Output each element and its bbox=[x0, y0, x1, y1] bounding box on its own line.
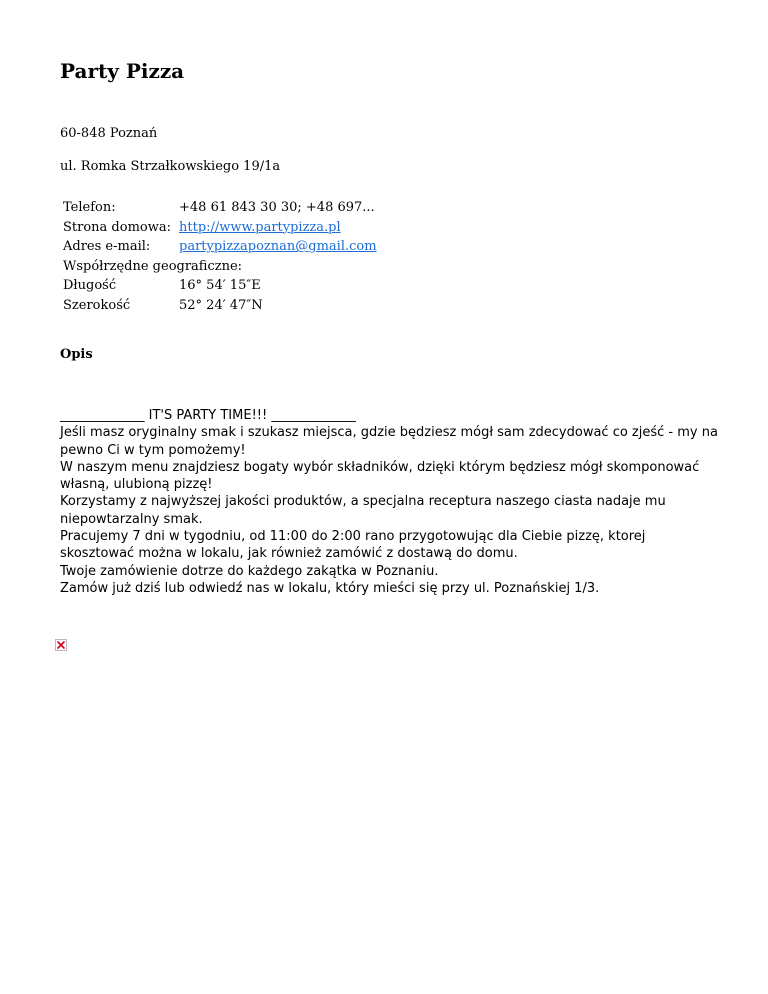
email-link[interactable]: partypizzapoznan@gmail.com bbox=[179, 239, 377, 255]
description-line: Zamów już dziś lub odwiedź nas w lokalu, który mieści się przy ul. Poznańskiej 1/3. bbox=[60, 580, 600, 596]
description-body bbox=[60, 407, 720, 597]
contact-table bbox=[60, 199, 380, 317]
coords-label: Współrzędne geograficzne: bbox=[63, 258, 243, 274]
contact-row-latitude bbox=[60, 297, 380, 317]
broken-image-x-icon bbox=[57, 641, 65, 649]
latitude-label: Szerokość bbox=[63, 297, 131, 313]
contact-row-website bbox=[60, 219, 380, 239]
contact-row-coords bbox=[60, 258, 380, 278]
longitude-value: 16° 54′ 15″E bbox=[179, 278, 261, 294]
description-line: _____________ IT'S PARTY TIME!!! _____________ bbox=[60, 408, 356, 423]
postal-address: 60-848 Poznań bbox=[60, 126, 158, 141]
website-link[interactable]: http://www.partypizza.pl bbox=[179, 219, 341, 235]
street-address: ul. Romka Strzałkowskiego 19/1a bbox=[60, 159, 281, 174]
description-line: Pracujemy 7 dni w tygodniu, od 11:00 do 2:00 rano przygotowując dla Ciebie pizzę, ktorej skosztować można w lokalu, jak również zamówić z dostawą do domu. bbox=[60, 529, 646, 562]
website-label: Strona domowa: bbox=[63, 219, 171, 235]
page-title: Party Pizza bbox=[60, 59, 185, 83]
contact-row-longitude bbox=[60, 277, 380, 297]
phone-label: Telefon: bbox=[63, 200, 116, 215]
description-line: Korzystamy z najwyższej jakości produktów, a specjalna receptura naszego ciasta nadaje mu niepowtarzalny smak. bbox=[60, 494, 666, 527]
broken-image-icon bbox=[55, 639, 67, 651]
description-line: Twoje zamówienie dotrze do każdego zakątka w Poznaniu. bbox=[60, 563, 439, 579]
latitude-value: 52° 24′ 47″N bbox=[179, 297, 263, 313]
email-label: Adres e-mail: bbox=[63, 239, 151, 255]
description-heading: Opis bbox=[60, 347, 93, 362]
phone-value: +48 61 843 30 30; +48 697... bbox=[179, 200, 375, 215]
longitude-label: Długość bbox=[63, 278, 117, 294]
description-line: W naszym menu znajdziesz bogaty wybór składników, dzięki którym będziesz mógł skomponować własną, ulubioną pizzę! bbox=[60, 459, 700, 493]
contact-row-email bbox=[60, 238, 380, 258]
contact-row-phone bbox=[60, 199, 380, 219]
description-line: Jeśli masz oryginalny smak i szukasz miejsca, gdzie będziesz mógł sam zdecydować co zjeść - my na pewno Ci w tym pomożemy! bbox=[60, 425, 718, 458]
